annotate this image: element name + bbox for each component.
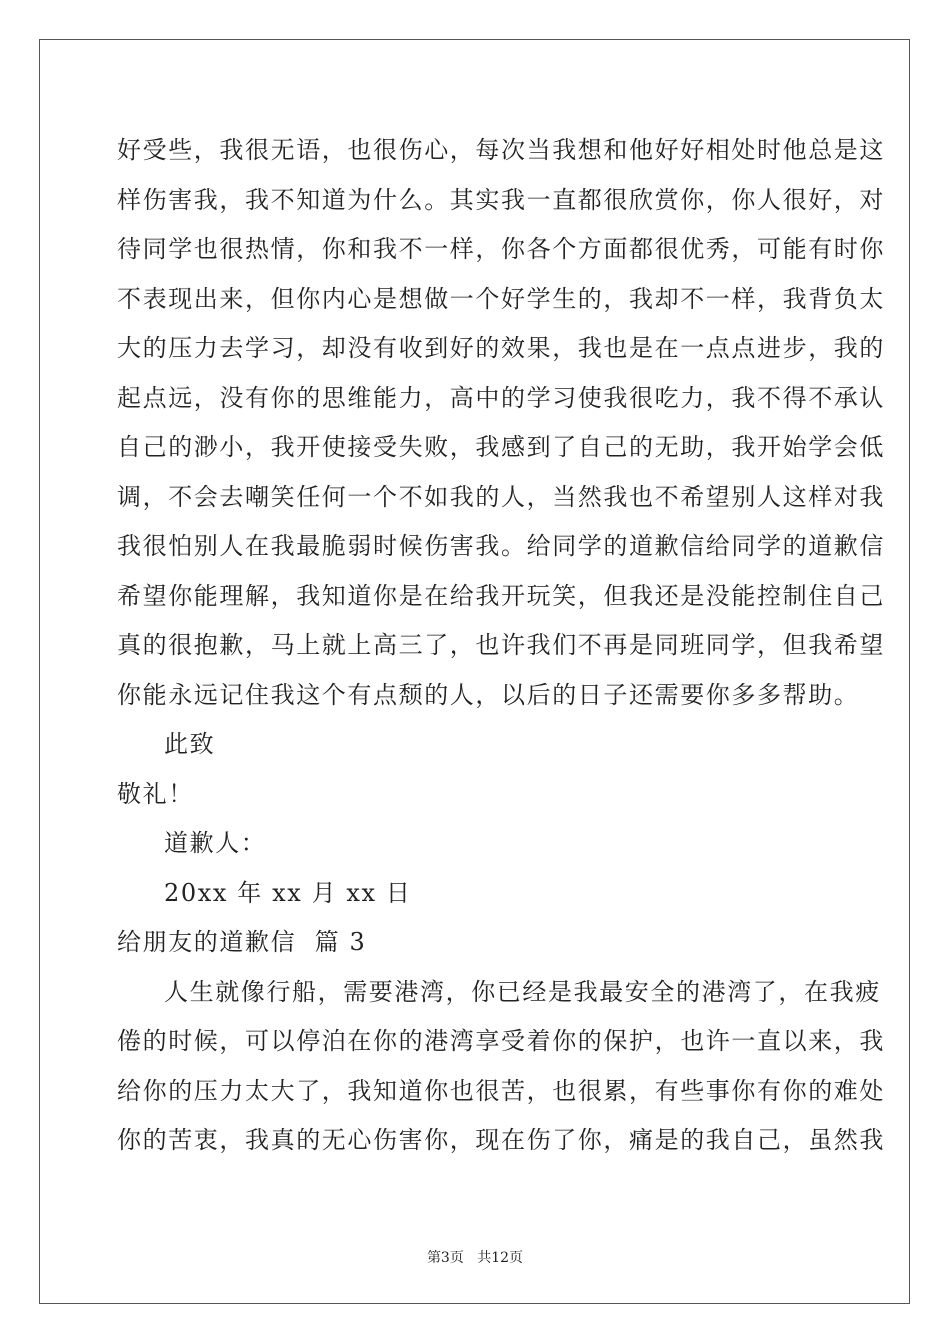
closing-salutation: 此致 bbox=[164, 730, 216, 758]
section-line: 倦的时候，可以停泊在你的港湾享受着你的保护，也许一直以来，我 bbox=[117, 1027, 885, 1055]
body-line: 希望你能理解，我知道你是在给我开玩笑，但我还是没能控制住自己 bbox=[117, 581, 885, 610]
letter-date: 20xx 年 xx 月 xx 日 bbox=[164, 878, 412, 907]
body-line: 我很怕别人在我最脆弱时候伤害我。给同学的道歉信给同学的道歉信 bbox=[117, 532, 885, 560]
body-line: 起点远，没有你的思维能力，高中的学习使我很吃力，我不得不承认 bbox=[117, 383, 885, 412]
page-footer bbox=[0, 1247, 950, 1267]
closing-respect: 敬礼！ bbox=[117, 779, 194, 808]
section-heading: 给朋友的道歉信 篇 3 bbox=[117, 928, 367, 956]
body-line: 样伤害我，我不知道为什么。其实我一直都很欣赏你，你人很好，对 bbox=[117, 185, 885, 214]
document-body bbox=[117, 126, 885, 1166]
body-line: 大的压力去学习，却没有收到好的效果，我也是在一点点进步，我的 bbox=[117, 334, 885, 362]
signer-label: 道歉人： bbox=[164, 829, 267, 857]
body-line: 自己的渺小，我开使接受失败，我感到了自己的无助，我开始学会低 bbox=[117, 433, 885, 461]
section-line: 给你的压力太大了，我知道你也很苦，也很累，有些事你有你的难处 bbox=[117, 1076, 885, 1105]
body-line: 你能永远记住我这个有点颓的人，以后的日子还需要你多多帮助。 bbox=[117, 680, 860, 709]
body-line: 调，不会去嘲笑任何一个不如我的人，当然我也不希望别人这样对我 bbox=[117, 482, 885, 511]
section-line: 你的苦衷，我真的无心伤害你，现在伤了你，痛是的我自己，虽然我 bbox=[117, 1126, 885, 1154]
body-line: 好受些，我很无语，也很伤心，每次当我想和他好好相处时他总是这 bbox=[117, 136, 885, 164]
page-number: 第3页 bbox=[426, 1250, 464, 1266]
body-line: 待同学也很热情，你和我不一样，你各个方面都很优秀，可能有时你 bbox=[117, 235, 885, 263]
page-total: 共12页 bbox=[477, 1250, 524, 1266]
body-line: 真的很抱歉，马上就上高三了，也许我们不再是同班同学，但我希望 bbox=[117, 631, 885, 659]
body-line: 不表现出来，但你内心是想做一个好学生的，我却不一样，我背负太 bbox=[117, 284, 885, 313]
section-line: 人生就像行船，需要港湾，你已经是我最安全的港湾了，在我疲 bbox=[164, 977, 881, 1006]
